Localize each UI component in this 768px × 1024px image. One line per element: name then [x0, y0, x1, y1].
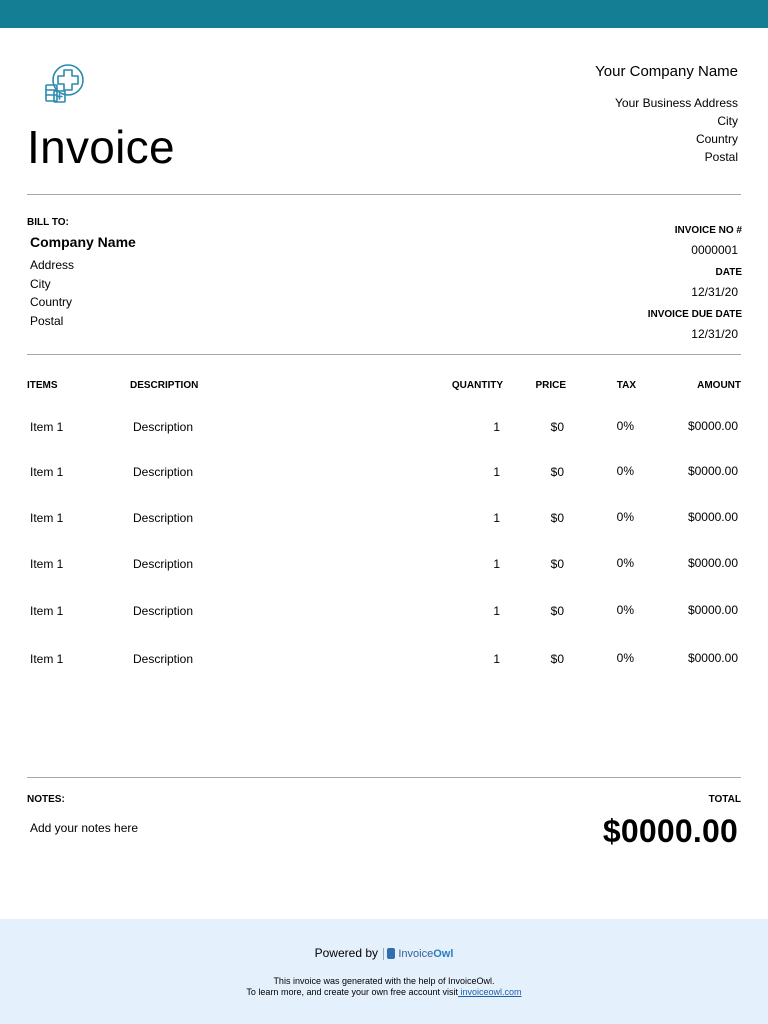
- bill-to-section: [27, 217, 136, 330]
- total-section: [603, 794, 741, 850]
- header-tax: TAX: [616, 380, 636, 391]
- row-amount: $0000.00: [687, 464, 738, 478]
- due-date-value: 12/31/20: [691, 327, 738, 341]
- footer-line-1: This invoice was generated with the help of InvoiceOwl.: [273, 976, 495, 986]
- header-items: ITEMS: [27, 380, 58, 391]
- company-name: Your Company Name: [595, 63, 738, 80]
- company-info: [595, 62, 738, 166]
- row-amount: $0000.00: [687, 603, 738, 617]
- due-date-label: INVOICE DUE DATE: [647, 309, 742, 320]
- table-row: [0, 604, 768, 620]
- total-value: $0000.00: [602, 813, 738, 849]
- bill-to-address: Address: [30, 258, 75, 272]
- total-label: TOTAL: [708, 794, 741, 805]
- bill-to-company: Company Name: [30, 234, 136, 250]
- company-address: Your Business Address: [615, 96, 738, 110]
- row-quantity: 1: [493, 652, 500, 666]
- powered-by: [0, 946, 768, 960]
- row-amount: $0000.00: [687, 419, 738, 433]
- row-amount: $0000.00: [687, 556, 738, 570]
- row-description: Description: [133, 604, 194, 618]
- row-item: Item 1: [30, 420, 64, 434]
- row-quantity: 1: [493, 557, 500, 571]
- row-price: $0: [550, 511, 564, 525]
- row-item: Item 1: [30, 652, 64, 666]
- row-description: Description: [133, 511, 194, 525]
- header-quantity: QUANTITY: [451, 380, 503, 391]
- row-description: Description: [133, 652, 194, 666]
- bill-to-city: City: [30, 276, 51, 291]
- divider: [27, 194, 741, 195]
- row-quantity: 1: [493, 465, 500, 479]
- powered-by-label: Powered by: [314, 946, 378, 960]
- row-item: Item 1: [30, 511, 64, 525]
- row-tax: 0%: [616, 556, 634, 570]
- date-label: DATE: [715, 267, 742, 278]
- invoiceowl-brand[interactable]: [383, 948, 453, 960]
- header-description: DESCRIPTION: [130, 380, 199, 391]
- footer-line-2: [0, 987, 768, 998]
- row-price: $0: [550, 420, 564, 434]
- row-tax: 0%: [616, 510, 634, 524]
- brand-prefix: Invoice: [398, 947, 434, 960]
- company-country: Country: [695, 132, 738, 146]
- row-tax: 0%: [616, 419, 634, 433]
- company-city: City: [717, 114, 738, 128]
- footer-fine-print: [0, 976, 768, 998]
- row-tax: 0%: [616, 464, 634, 478]
- bill-to-postal: Postal: [30, 313, 64, 328]
- footer-line-2-text: To learn more, and create your own free account visit: [246, 987, 459, 997]
- brand-name: [398, 948, 453, 960]
- invoice-no-label: INVOICE NO #: [674, 225, 742, 236]
- brand-separator: [383, 948, 384, 960]
- row-price: $0: [550, 604, 564, 618]
- notes-section: [27, 794, 138, 835]
- table-row: [0, 652, 768, 668]
- row-price: $0: [550, 465, 564, 479]
- row-item: Item 1: [30, 465, 64, 479]
- company-postal: Postal: [704, 150, 738, 164]
- footer: [0, 919, 768, 1024]
- table-row: [0, 420, 768, 436]
- row-description: Description: [133, 557, 194, 571]
- invoice-no-value: 0000001: [691, 243, 738, 257]
- row-item: Item 1: [30, 604, 64, 618]
- row-item: Item 1: [30, 557, 64, 571]
- table-row: [0, 557, 768, 573]
- date-value: 12/31/20: [691, 285, 738, 299]
- brand-suffix: Owl: [433, 947, 454, 960]
- invoice-meta: [648, 225, 742, 351]
- invoiceowl-logo-icon: [387, 948, 395, 959]
- header-bar: [0, 0, 768, 28]
- header-amount: AMOUNT: [697, 380, 741, 391]
- row-quantity: 1: [493, 604, 500, 618]
- divider: [27, 354, 741, 355]
- row-price: $0: [550, 652, 564, 666]
- row-tax: 0%: [616, 603, 634, 617]
- medical-plus-icon: [43, 61, 87, 105]
- table-row: [0, 511, 768, 527]
- header-price: PRICE: [535, 380, 566, 391]
- row-quantity: 1: [493, 420, 500, 434]
- row-tax: 0%: [616, 651, 634, 665]
- row-description: Description: [133, 465, 194, 479]
- row-amount: $0000.00: [687, 651, 738, 665]
- divider: [27, 777, 741, 778]
- invoiceowl-link[interactable]: invoiceowl.com: [458, 987, 522, 997]
- bill-to-country: Country: [30, 295, 73, 309]
- row-description: Description: [133, 420, 194, 434]
- row-price: $0: [550, 557, 564, 571]
- table-row: [0, 465, 768, 481]
- bill-to-label: BILL TO:: [27, 217, 69, 228]
- page-title: Invoice: [27, 121, 175, 173]
- row-quantity: 1: [493, 511, 500, 525]
- row-amount: $0000.00: [687, 510, 738, 524]
- notes-label: NOTES:: [27, 794, 65, 805]
- table-header: [0, 380, 768, 394]
- notes-text[interactable]: Add your notes here: [30, 821, 139, 835]
